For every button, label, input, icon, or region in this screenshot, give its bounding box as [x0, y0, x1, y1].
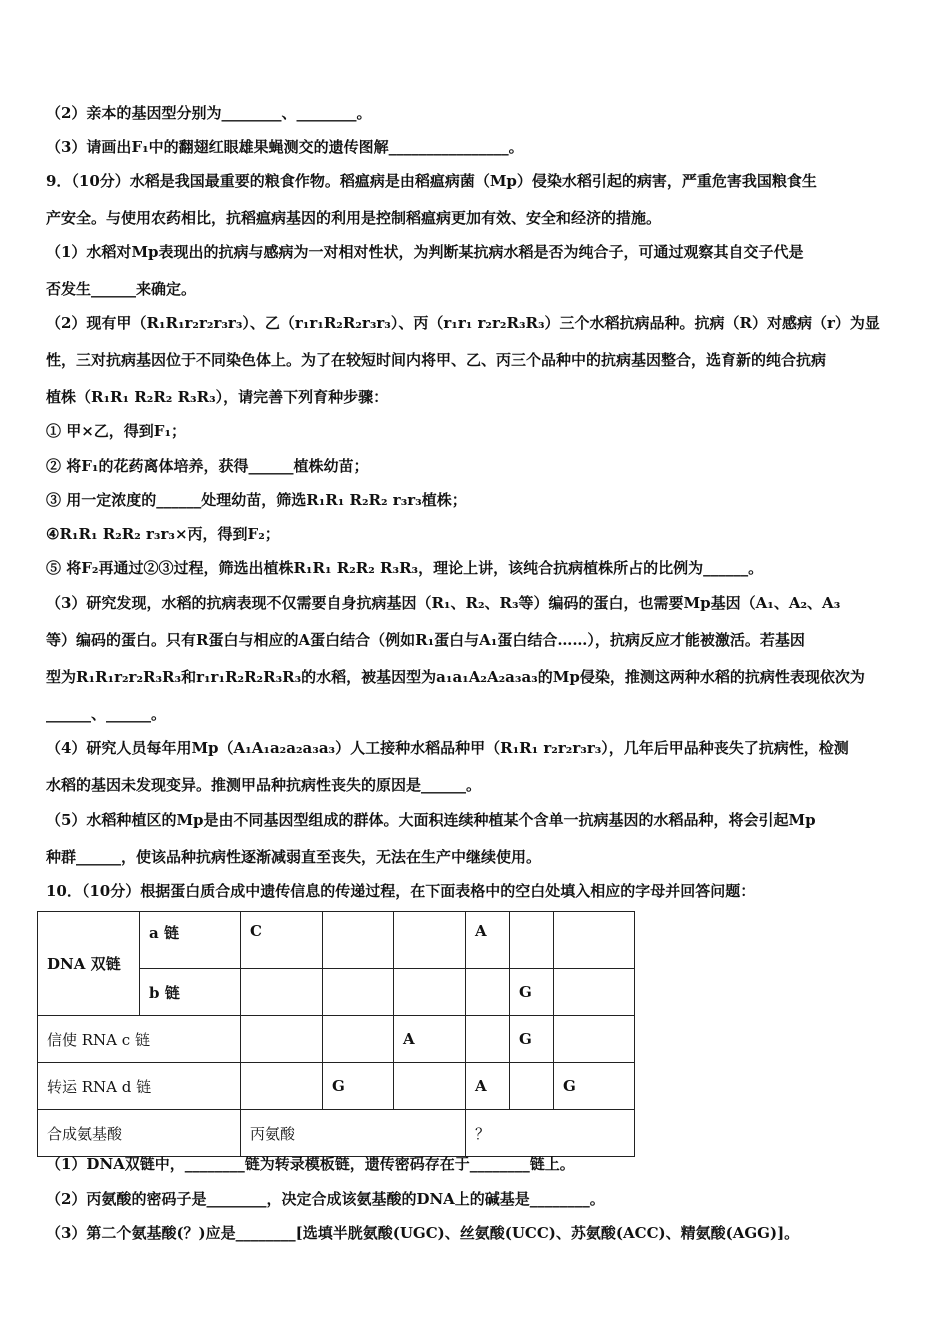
q9-part5-cont: 种群______，使该品种抗病性逐渐减弱直至丧失，无法在生产中继续使用。 [46, 848, 542, 866]
q8-part2: （2）亲本的基因型分别为________、________。 [46, 104, 372, 122]
q8-part3: （3）请画出F₁中的翻翅红眼雄果蝇测交的遗传图解________________。 [46, 138, 524, 156]
q9-part4: （4）研究人员每年用Mp（A₁A₁a₂a₂a₃a₃）人工接种水稻品种甲（R₁R₁ r₂r₂r₃r₃），几年后甲品种丧失了抗病性，检测 [46, 739, 849, 757]
table-row [38, 1016, 635, 1063]
table-cell: C [241, 912, 323, 969]
q9-step3: ③ 用一定浓度的______处理幼苗，筛选R₁R₁ R₂R₂ r₃r₃植株； [46, 491, 467, 509]
q9-part1-cont: 否发生______来确定。 [46, 280, 197, 298]
mrna-label: 信使 RNA c 链 [38, 1016, 241, 1063]
q9-part1: （1）水稻对Mp表现出的抗病与感病为一对相对性状，为判断某抗病水稻是否为纯合子，可通过观察其自交子代是 [46, 243, 804, 261]
q9-part3: （3）研究发现，水稻的抗病表现不仅需要自身抗病基因（R₁、R₂、R₃等）编码的蛋白，也需要Mp基因（A₁、A₂、A₃ [46, 594, 841, 612]
table-cell [554, 1016, 635, 1063]
table-cell [510, 1063, 554, 1110]
table-row [38, 912, 635, 969]
q9-part3-cont1: 等）编码的蛋白。只有R蛋白与相应的A蛋白结合（例如R₁蛋白与A₁蛋白结合……），抗病反应才能被激活。若基因 [46, 631, 805, 649]
b-chain-label: b 链 [140, 969, 241, 1016]
q10-header: 10．（10分）根据蛋白质合成中遗传信息的传递过程，在下面表格中的空白处填入相应的字母并回答问题： [46, 882, 756, 900]
table-cell [394, 912, 466, 969]
table-cell: A [394, 1016, 466, 1063]
q9-intro-cont: 产安全。与使用农药相比，抗稻瘟病基因的利用是控制稻瘟病更加有效、安全和经济的措施。 [46, 209, 662, 227]
q9-step4: ④R₁R₁ R₂R₂ r₃r₃×丙，得到F₂； [46, 525, 280, 543]
table-cell [241, 969, 323, 1016]
table-cell [510, 912, 554, 969]
q10-part3: （3）第二个氨基酸(？)应是________[选填半胱氨酸(UGC)、丝氨酸(UCC)、苏氨酸(ACC)、精氨酸(AGG)]。 [46, 1224, 800, 1242]
table-cell [323, 912, 394, 969]
dna-double-strand-cell: DNA 双链 [38, 912, 140, 1016]
table-cell [466, 1016, 510, 1063]
q9-part4-cont: 水稻的基因未发现变异。推测甲品种抗病性丧失的原因是______。 [46, 776, 482, 794]
table-cell: A [466, 912, 510, 969]
table-cell: G [323, 1063, 394, 1110]
table-cell: G [554, 1063, 635, 1110]
table-cell: G [510, 969, 554, 1016]
q9-part3-cont3: ______、______。 [46, 705, 167, 723]
table-row [38, 1110, 635, 1157]
q9-part2-cont2: 植株（R₁R₁ R₂R₂ R₃R₃），请完善下列育种步骤： [46, 388, 389, 406]
table-cell [241, 1016, 323, 1063]
trna-label: 转运 RNA d 链 [38, 1063, 241, 1110]
q9-part2-cont1: 性，三对抗病基因位于不同染色体上。为了在较短时间内将甲、乙、丙三个品种中的抗病基因整合，选育新的纯合抗病 [46, 351, 827, 369]
q9-step5: ⑤ 将F₂再通过②③过程，筛选出植株R₁R₁ R₂R₂ R₃R₃，理论上讲，该纯合抗病植株所占的比例为______。 [46, 559, 764, 577]
table-cell [323, 969, 394, 1016]
a-chain-label: a 链 [140, 912, 241, 969]
table-cell [554, 969, 635, 1016]
table-cell: A [466, 1063, 510, 1110]
q10-part1: （1）DNA双链中，________链为转录模板链，遗传密码存在于________链上。 [46, 1155, 575, 1173]
amino-acid-2: ？ [466, 1110, 635, 1157]
q9-header: 9．（10分）水稻是我国最重要的粮食作物。稻瘟病是由稻瘟病菌（Mp）侵染水稻引起的病害，严重危害我国粮食生 [46, 172, 817, 190]
q9-step2: ② 将F₁的花药离体培养，获得______植株幼苗； [46, 457, 369, 475]
q10-part2: （2）丙氨酸的密码子是________，决定合成该氨基酸的DNA上的碱基是________。 [46, 1190, 605, 1208]
table-cell [394, 969, 466, 1016]
table-cell [554, 912, 635, 969]
q9-part5: （5）水稻种植区的Mp是由不同基因型组成的群体。大面积连续种植某个含单一抗病基因的水稻品种，将会引起Mp [46, 811, 816, 829]
amino-acid-1: 丙氨酸 [241, 1110, 466, 1157]
table-cell [466, 969, 510, 1016]
genetic-info-table [37, 911, 635, 1157]
table-cell [241, 1063, 323, 1110]
amino-acid-label: 合成氨基酸 [38, 1110, 241, 1157]
q9-part3-cont2: 型为R₁R₁r₂r₂R₃R₃和r₁r₁R₂R₂R₃R₃的水稻，被基因型为a₁a₁A₂A₂a₃a₃的Mp侵染，推测这两种水稻的抗病性表现依次为 [46, 668, 865, 686]
q9-part2: （2）现有甲（R₁R₁r₂r₂r₃r₃）、乙（r₁r₁R₂R₂r₃r₃）、丙（r₁r₁ r₂r₂R₃R₃）三个水稻抗病品种。抗病（R）对感病（r）为显 [46, 314, 880, 332]
table-cell [394, 1063, 466, 1110]
table-row [38, 1063, 635, 1110]
table-cell [323, 1016, 394, 1063]
table-cell: G [510, 1016, 554, 1063]
q9-step1: ① 甲×乙，得到F₁； [46, 422, 187, 440]
